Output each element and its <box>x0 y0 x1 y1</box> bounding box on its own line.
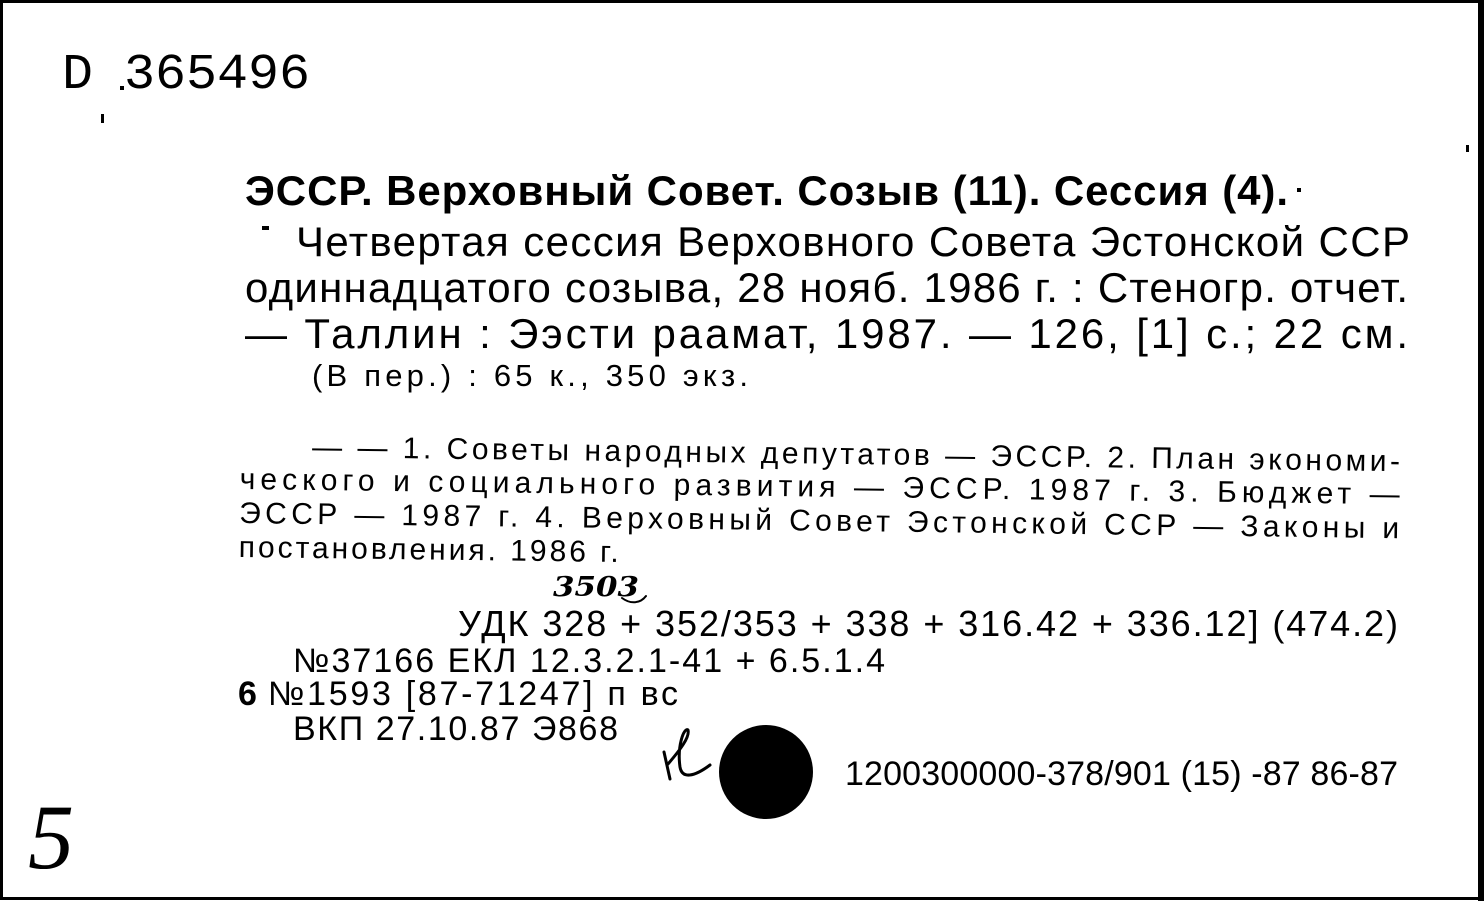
handwritten-number: 5 <box>28 786 74 888</box>
order-number: №1593 [87-71247] п вс <box>268 675 678 713</box>
description-line: одиннадцатого созыва, 28 нояб. 1986 г. : Стеногр. отчет. <box>245 264 1408 311</box>
subject-line: ческого и социального развития — ЭССР. 1987 г. 3. Бюджет — <box>239 462 1400 512</box>
code-number: 1200300000-378/901 (15) -87 86-87 <box>845 755 1398 793</box>
call-number: D 365496 <box>62 47 310 104</box>
registration-number: №37166 ЕКЛ 12.3.2.1-41 + 6.5.1.4 <box>293 642 885 680</box>
scan-speck <box>1297 188 1301 192</box>
binding-price: (В пер.) : 65 к., 350 экз. <box>312 358 748 393</box>
udc-index: УДК 328 + 352/353 + 338 + 316.42 + 336.12] (474.2) <box>458 603 1398 644</box>
description-line: — Таллин : Ээсти раамат, 1987. — 126, [1] с.; 22 см. <box>245 310 1408 357</box>
black-dot-mark <box>719 725 813 819</box>
scan-speck <box>1466 145 1469 152</box>
card-heading: ЭССР. Верховный Совет. Созыв (11). Сессия (4). <box>245 167 1288 214</box>
scan-speck <box>262 226 269 230</box>
description-line: Четвертая сессия Верховного Совета Эстонской ССР <box>296 218 1410 265</box>
copy-count: 6 <box>238 675 257 713</box>
card-right-edge <box>1478 0 1484 901</box>
subject-line: постановления. 1986 г. <box>238 530 619 569</box>
subject-line: ЭССР — 1987 г. 4. Верховный Совет Эстонской ССР — Законы и <box>239 496 1400 546</box>
handwritten-code: 3503 <box>553 572 639 603</box>
printing-info: ВКП 27.10.87 Э868 <box>293 710 618 748</box>
subject-line: — — 1. Советы народных депутатов — ЭССР. 2. План экономи- <box>311 430 1401 479</box>
scan-speck <box>101 114 104 123</box>
